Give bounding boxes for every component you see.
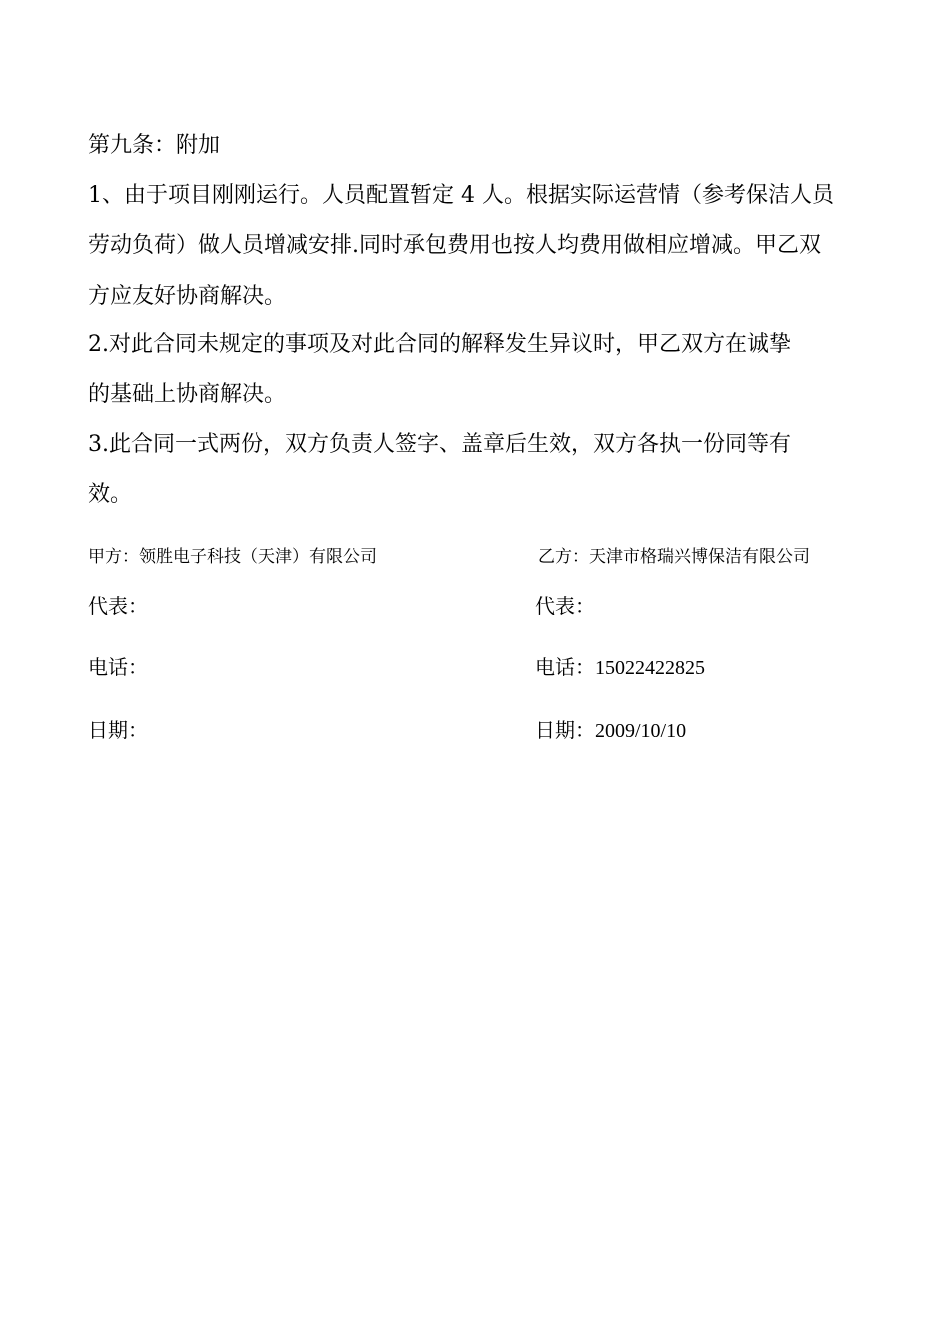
party-b-date-label: 日期： [535, 718, 595, 742]
clause-3-line-2: 效。 [88, 482, 133, 507]
party-b-name: 乙方：天津市格瑞兴博保洁有限公司 [538, 547, 810, 567]
party-a-date-label: 日期： [88, 718, 148, 742]
party-b-phone-label: 电话： [535, 655, 595, 679]
party-b-date [535, 716, 686, 745]
clause-1-line-2: 劳动负荷）做人员增减安排.同时承包费用也按人均费用做相应增减。甲乙双 [88, 233, 821, 258]
party-b-representative-label: 代表： [535, 594, 595, 618]
party-b-phone-value: 15022422825 [595, 657, 705, 679]
clause-3-line-1: 3.此合同一式两份，双方负责人签字、盖章后生效，双方各执一份同等有 [88, 432, 791, 457]
party-b-date-value: 2009/10/10 [595, 720, 687, 742]
party-a-name: 甲方：领胜电子科技（天津）有限公司 [88, 547, 377, 567]
article-heading: 第九条：附加 [88, 133, 221, 158]
party-a-representative-label: 代表： [88, 594, 148, 618]
clause-1-line-3: 方应友好协商解决。 [88, 284, 287, 309]
party-a-phone-label: 电话： [88, 655, 148, 679]
clause-2-line-1: 2.对此合同未规定的事项及对此合同的解释发生异议时，甲乙双方在诚挚 [88, 332, 791, 357]
clause-1-line-1: 1、由于项目刚刚运行。人员配置暂定 4 人。根据实际运营情（参考保洁人员 [88, 183, 834, 208]
party-b-phone [535, 653, 705, 682]
clause-2-line-2: 的基础上协商解决。 [88, 382, 287, 407]
